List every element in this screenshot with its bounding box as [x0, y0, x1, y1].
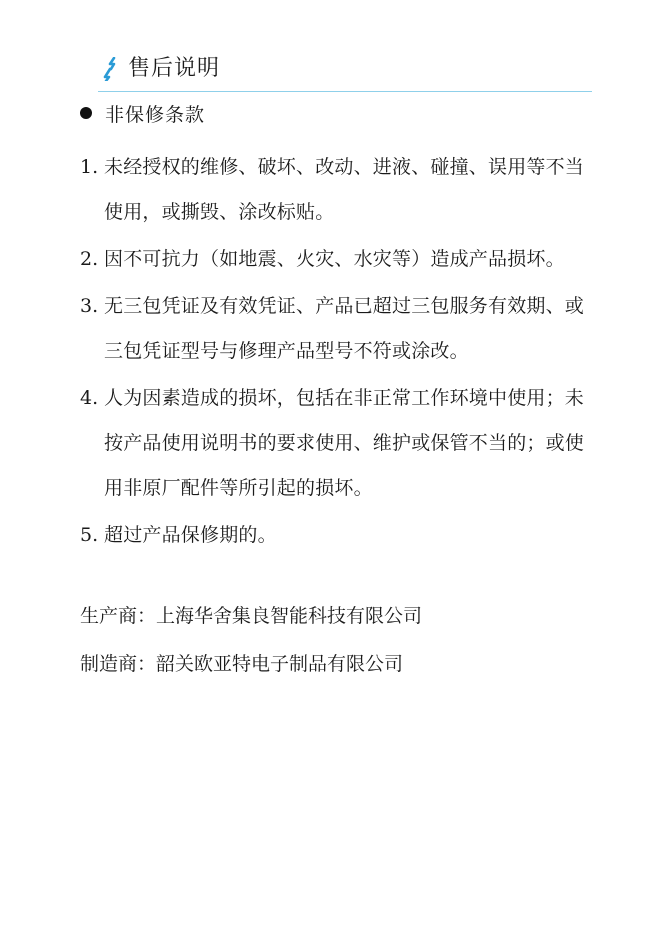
section-heading: [80, 99, 205, 127]
clause-number: 3.: [80, 295, 99, 317]
section-header: [98, 50, 592, 92]
clause-text: 人为因素造成的损坏，包括在非正常工作环境中使用；未按产品使用说明书的要求使用、维护或保管不当的；或使用非原厂配件等所引起的损坏。: [104, 387, 585, 499]
clause-number: 1.: [80, 156, 99, 178]
clause-list: [80, 145, 600, 560]
clause-item: [80, 145, 600, 235]
clause-item: [80, 237, 600, 282]
lightning-icon: [102, 57, 124, 81]
clause-text: 因不可抗力（如地震、火灾、水灾等）造成产品损坏。: [104, 248, 565, 270]
producer-line: 生产商：上海华舍集良智能科技有限公司: [80, 605, 423, 627]
clause-text: 未经授权的维修、破坏、改动、进液、碰撞、误用等不当使用，或撕毁、涂改标贴。: [104, 156, 585, 223]
page-title: 售后说明: [128, 56, 221, 81]
clause-text: 超过产品保修期的。: [104, 524, 277, 546]
clause-item: [80, 513, 600, 558]
clause-number: 4.: [80, 387, 99, 409]
clause-item: [80, 376, 600, 511]
clause-text: 无三包凭证及有效凭证、产品已超过三包服务有效期、或三包凭证型号与修理产品型号不符或涂改。: [104, 295, 585, 362]
section-heading-text: 非保修条款: [105, 103, 206, 126]
bullet-icon: [80, 107, 92, 119]
clause-item: [80, 284, 600, 374]
clause-number: 2.: [80, 248, 99, 270]
manufacturer-line: 制造商：韶关欧亚特电子制品有限公司: [80, 653, 404, 675]
clause-number: 5.: [80, 524, 99, 546]
